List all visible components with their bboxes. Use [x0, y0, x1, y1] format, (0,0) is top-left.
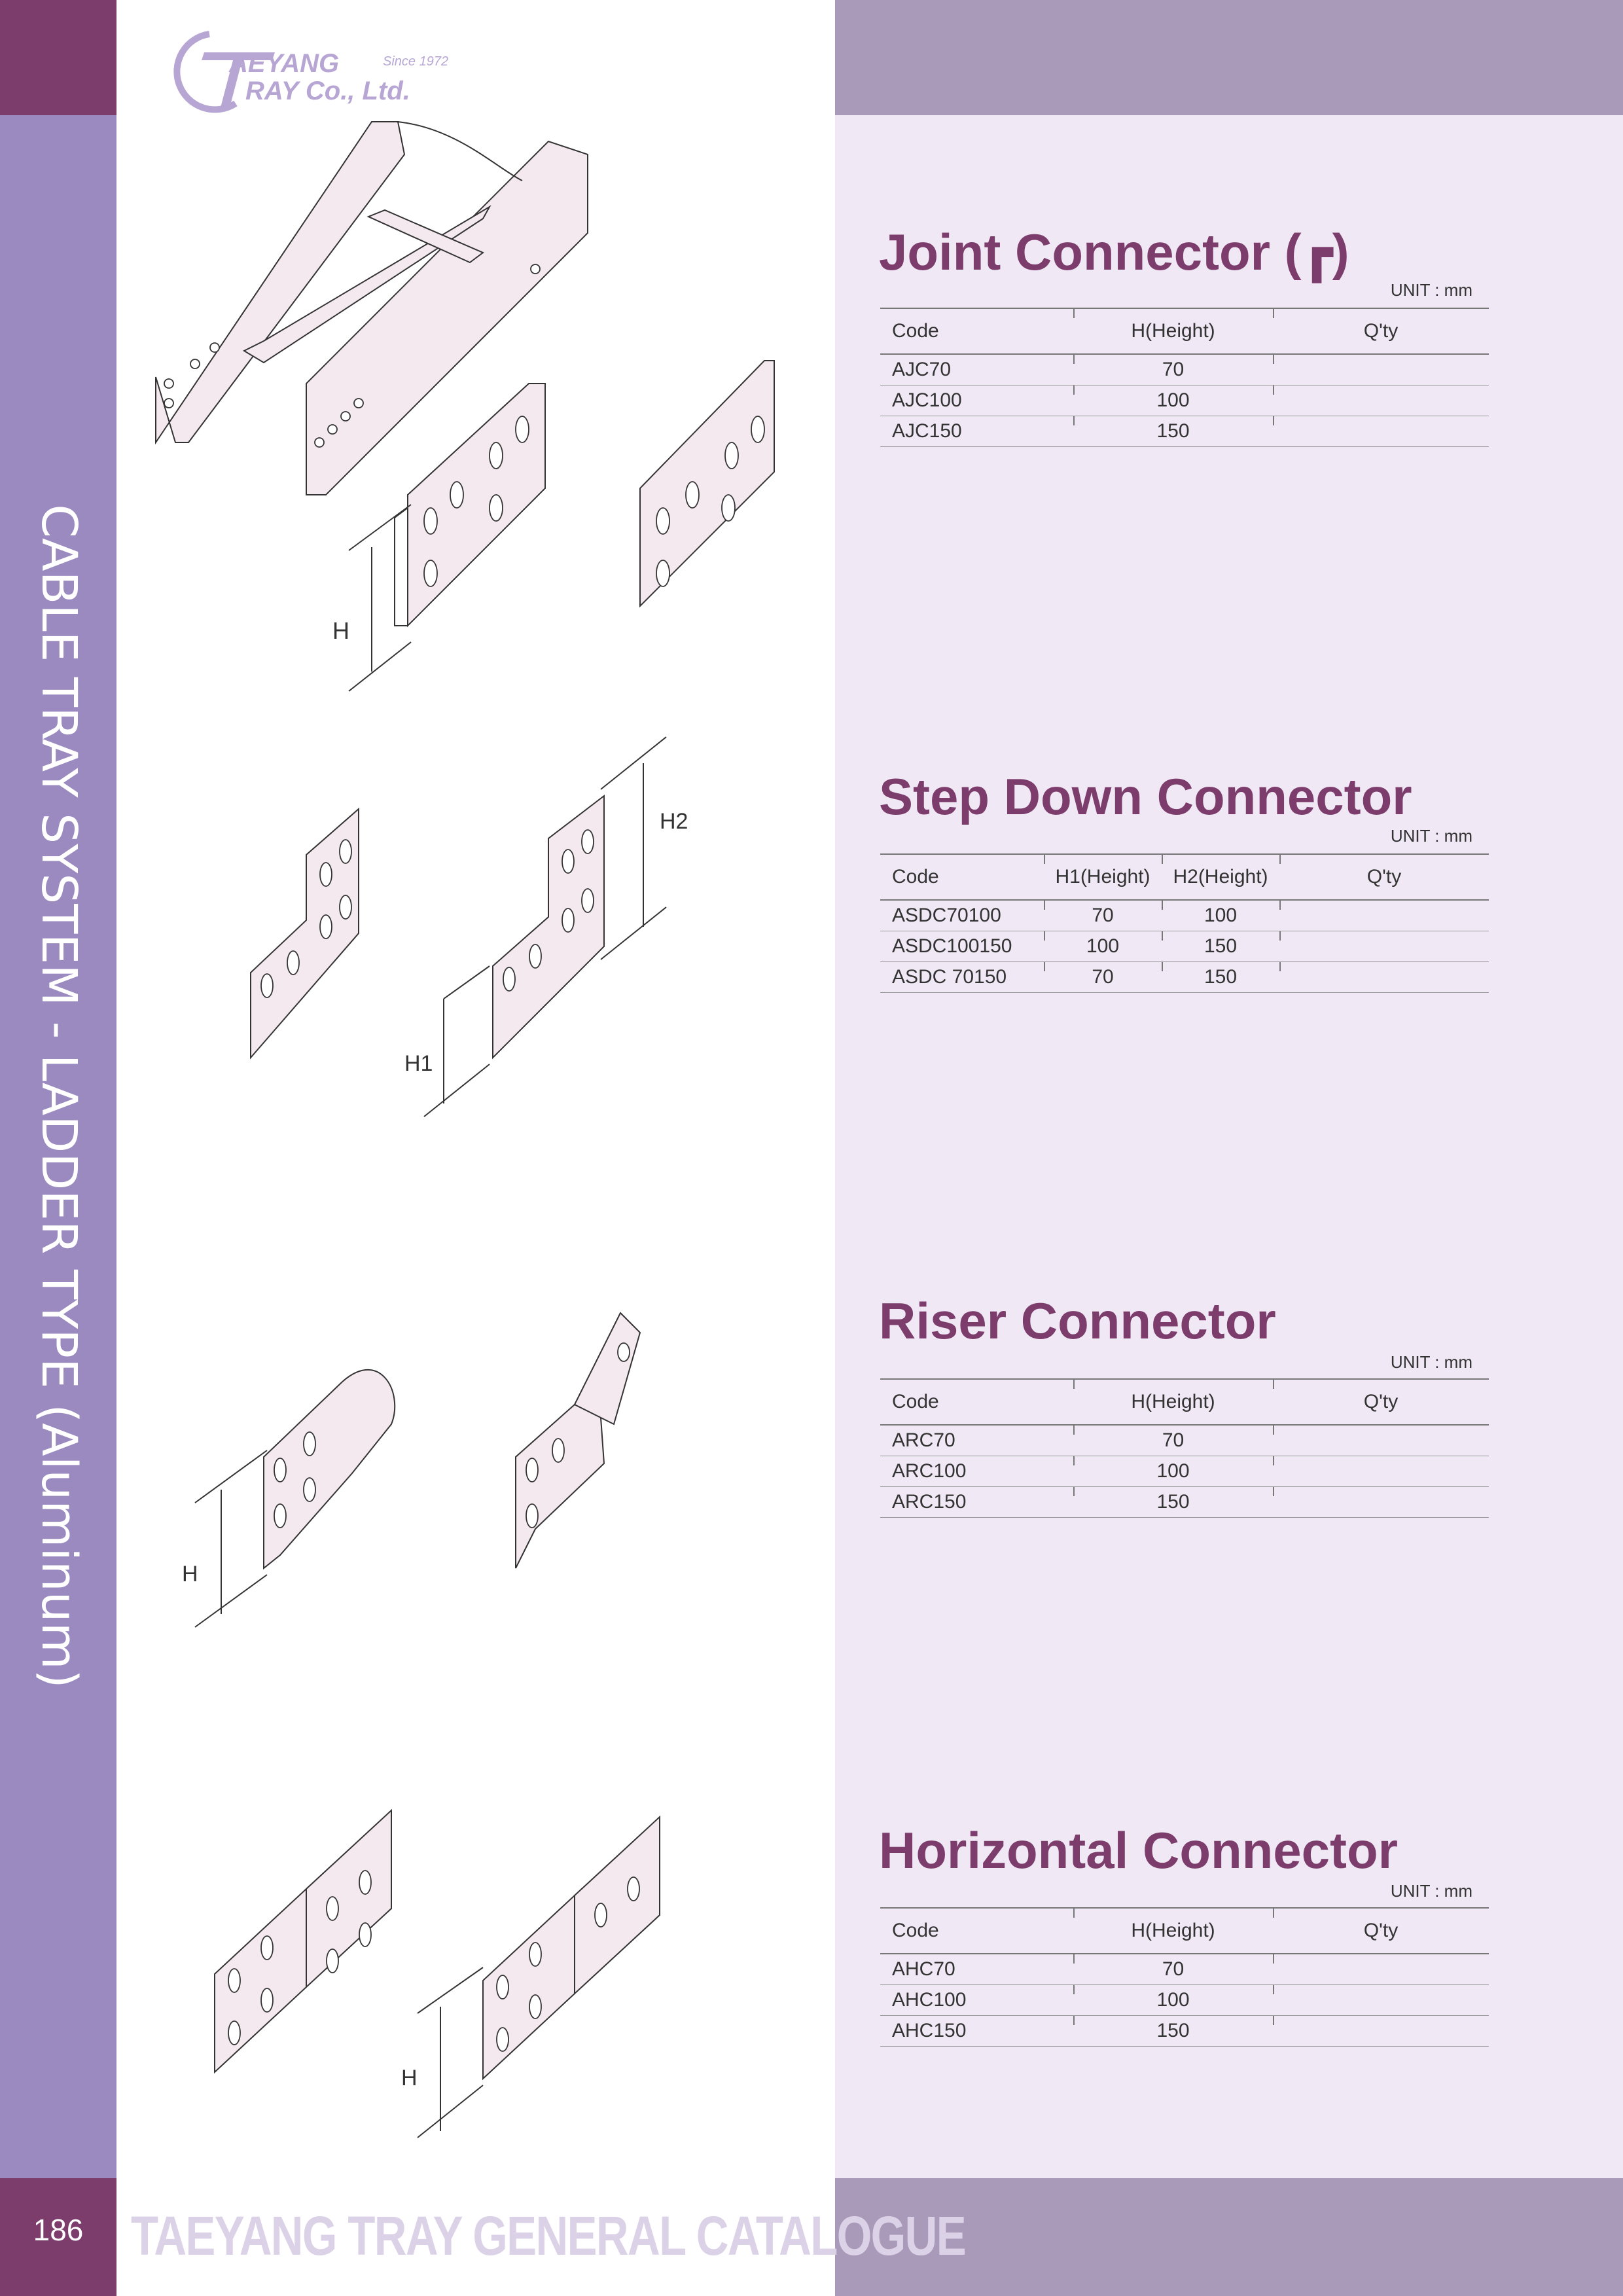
- dim-label: H: [332, 617, 349, 644]
- cell: [1273, 2016, 1489, 2047]
- cell: AJC100: [880, 386, 1073, 416]
- cell: 150: [1162, 962, 1279, 993]
- cell: 70: [1044, 962, 1162, 993]
- col-height: H(Height): [1073, 1379, 1273, 1425]
- joint-unit: UNIT : mm: [1390, 280, 1472, 300]
- cell: AJC70: [880, 354, 1073, 386]
- cell: 150: [1162, 931, 1279, 962]
- table-row: [880, 1425, 1489, 1456]
- table-row: [880, 1456, 1489, 1487]
- horizontal-table: [880, 1907, 1489, 2047]
- table-row: [880, 1985, 1489, 2016]
- col-code: Code: [880, 308, 1073, 354]
- joint-table: [880, 308, 1489, 447]
- cell: [1273, 1456, 1489, 1487]
- logo-line1: AEYANG: [229, 49, 340, 78]
- cell: 100: [1073, 1985, 1273, 2016]
- cell: [1279, 962, 1489, 993]
- right-top-band: [835, 0, 1623, 115]
- logo-since: Since 1972: [383, 54, 449, 69]
- col-qty: Q'ty: [1279, 854, 1489, 900]
- col-h2: H2(Height): [1162, 854, 1279, 900]
- horizontal-title: Horizontal Connector: [879, 1821, 1398, 1879]
- cell: ARC70: [880, 1425, 1073, 1456]
- table-header: [880, 308, 1489, 354]
- cell: [1279, 900, 1489, 931]
- table-row: [880, 931, 1489, 962]
- cell: 70: [1073, 1425, 1273, 1456]
- cell: 100: [1044, 931, 1162, 962]
- cell: AHC100: [880, 1985, 1073, 2016]
- cell: AHC150: [880, 2016, 1073, 2047]
- table-header: [880, 854, 1489, 900]
- horizontal-drawing: [215, 1810, 660, 2138]
- cell: 70: [1044, 900, 1162, 931]
- cell: [1279, 931, 1489, 962]
- table-row: [880, 354, 1489, 386]
- cell: 150: [1073, 1487, 1273, 1518]
- cell: 100: [1162, 900, 1279, 931]
- footer-title: TAEYANG TRAY GENERAL CATALOGUE: [131, 2205, 965, 2267]
- col-code: Code: [880, 854, 1044, 900]
- col-height: H(Height): [1073, 308, 1273, 354]
- dim-label: H: [182, 1562, 198, 1587]
- dim-label-h2: H2: [660, 809, 688, 834]
- table-row: [880, 1487, 1489, 1518]
- sidebar-title: CABLE TRAY SYSTEM - LADDER TYPE (Aluminum): [31, 504, 87, 1689]
- dim-label-h1: H1: [404, 1051, 433, 1076]
- dim-label: H: [401, 2066, 418, 2090]
- cell: 150: [1073, 2016, 1273, 2047]
- table-row: [880, 416, 1489, 447]
- riser-title: Riser Connector: [879, 1292, 1276, 1350]
- cell: [1273, 1954, 1489, 1985]
- product-drawings: [116, 115, 835, 2178]
- cell: [1273, 1425, 1489, 1456]
- sidebar-top-block: [0, 0, 116, 115]
- riser-table: [880, 1378, 1489, 1518]
- horizontal-unit: UNIT : mm: [1390, 1881, 1472, 1901]
- table-header: [880, 1908, 1489, 1954]
- cell: ASDC70100: [880, 900, 1044, 931]
- table-row: [880, 2016, 1489, 2047]
- cell: ASDC100150: [880, 931, 1044, 962]
- cell: [1273, 416, 1489, 447]
- riser-unit: UNIT : mm: [1390, 1352, 1472, 1372]
- col-code: Code: [880, 1908, 1073, 1954]
- cell: [1273, 386, 1489, 416]
- cell: [1273, 1487, 1489, 1518]
- col-height: H(Height): [1073, 1908, 1273, 1954]
- col-h1: H1(Height): [1044, 854, 1162, 900]
- logo-line2: RAY Co., Ltd.: [245, 77, 410, 105]
- table-row: [880, 900, 1489, 931]
- cell: 70: [1073, 1954, 1273, 1985]
- cell: AHC70: [880, 1954, 1073, 1985]
- cell: ARC150: [880, 1487, 1073, 1518]
- stepdown-table: [880, 853, 1489, 993]
- cell: 70: [1073, 354, 1273, 386]
- table-row: [880, 1954, 1489, 1985]
- col-qty: Q'ty: [1273, 308, 1489, 354]
- cell: 100: [1073, 1456, 1273, 1487]
- cell: 150: [1073, 416, 1273, 447]
- table-row: [880, 962, 1489, 993]
- stepdown-unit: UNIT : mm: [1390, 826, 1472, 846]
- col-code: Code: [880, 1379, 1073, 1425]
- company-logo: [164, 26, 465, 118]
- riser-drawing: [182, 1313, 640, 1627]
- page-number: 186: [33, 2213, 84, 2247]
- cell: 100: [1073, 386, 1273, 416]
- cell: AJC150: [880, 416, 1073, 447]
- col-qty: Q'ty: [1273, 1379, 1489, 1425]
- cell: ASDC 70150: [880, 962, 1044, 993]
- stepdown-title: Step Down Connector: [879, 768, 1412, 825]
- joint-title: Joint Connector (┏): [879, 223, 1349, 281]
- stepdown-drawing: [251, 737, 688, 1117]
- cell: [1273, 354, 1489, 386]
- table-row: [880, 386, 1489, 416]
- cell: ARC100: [880, 1456, 1073, 1487]
- table-header: [880, 1379, 1489, 1425]
- col-qty: Q'ty: [1273, 1908, 1489, 1954]
- cell: [1273, 1985, 1489, 2016]
